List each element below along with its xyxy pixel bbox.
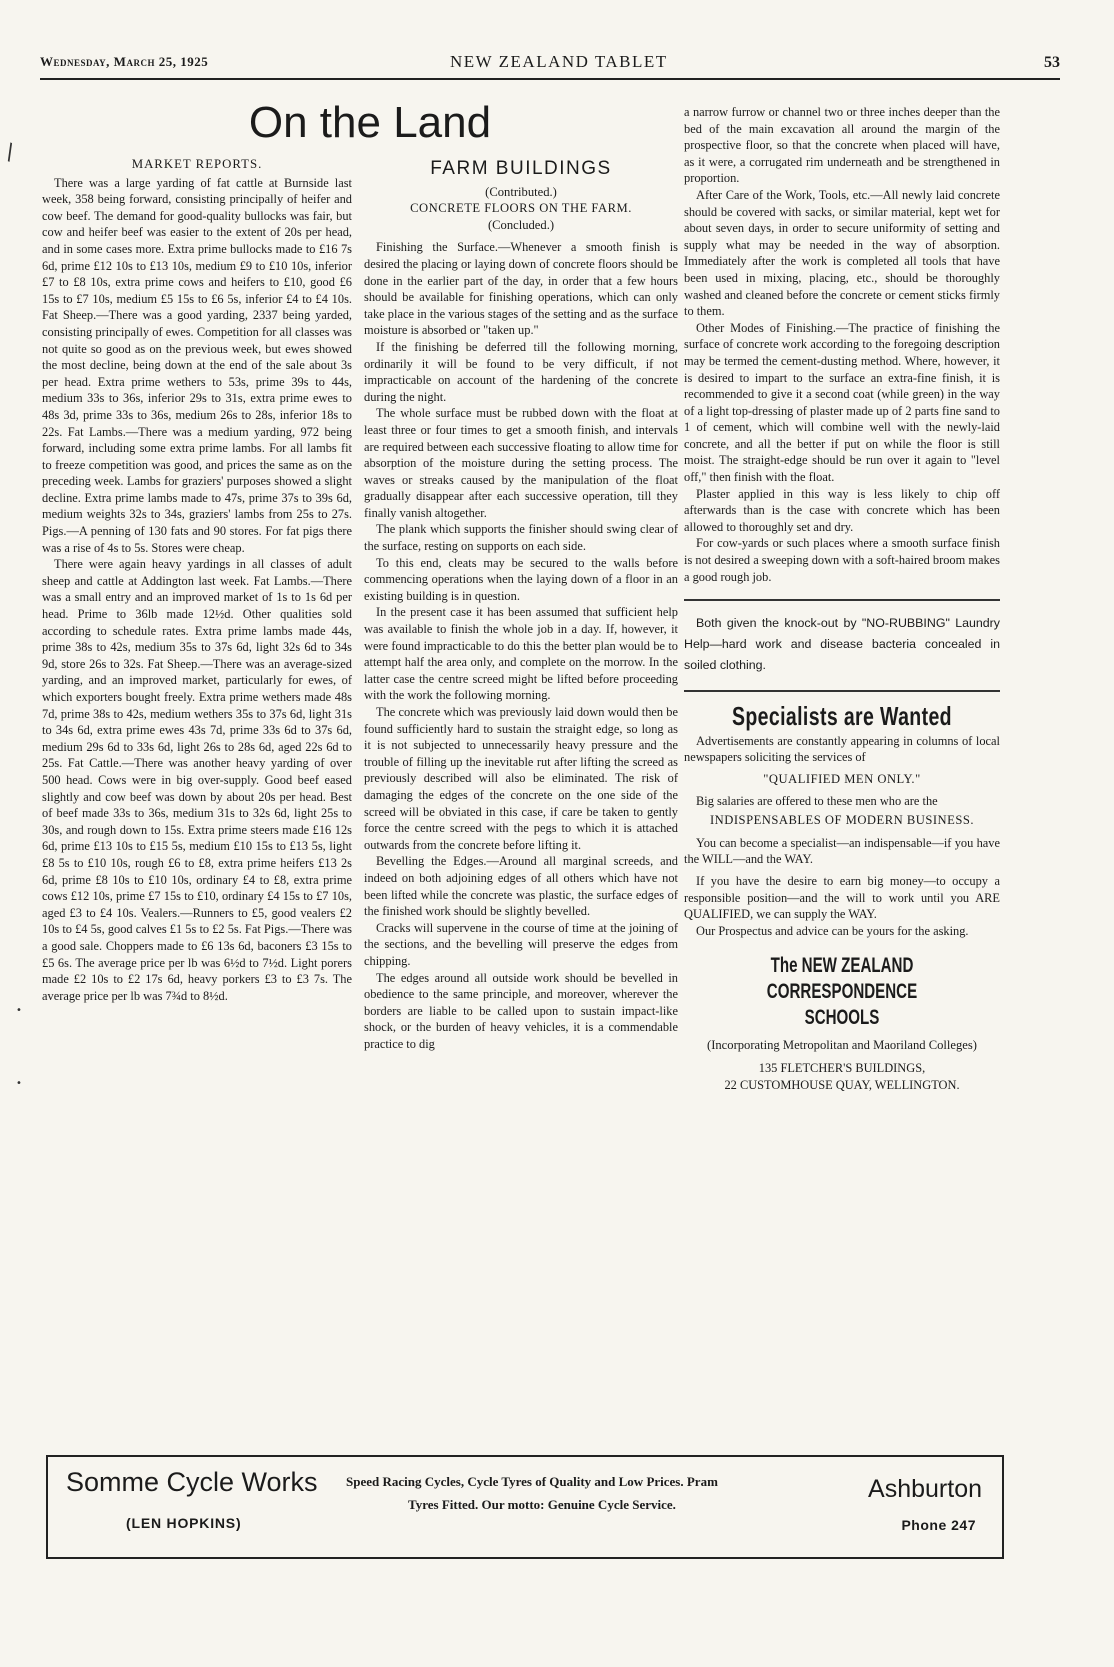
school-name: The NEW ZEALAND CORRESPONDENCE SCHOOLS [766,954,918,1030]
article-note: (Concluded.) [487,217,555,232]
article-paragraph: In the present case it has been assumed that sufficient help was available to finish the whole job in a day. If, however, it were found impracticable to do this the better plan would be to attempt half the area only, and complete on the morrow. In the latter case the centre screed might be lifted before proceeding with the work the following morning. [364,605,678,703]
margin-bullet-mark: • [16,1005,22,1016]
article-paragraph: a narrow furrow or channel two or three inches deeper than the bed of the main excavation all around the margin of the prospective floor, so that the concrete when placed will have, as it were, a corrugated rim underneath and be strengthened in proportion. [684,105,1000,186]
article-paragraph: The concrete which was previously laid down would then be found sufficiently hard to sustain the straight edge, so long as it is not subjected to unnecessarily heavy pressure and the trouble of filling up the inevitable rut after lifting the screed as previously described will also be eliminated. The risk of damaging the edges of the concrete on the one side of the screed will be obviated in this case, if care be taken to gently force the centre screed with the pegs to which it is attached outwards from the concrete before lifting it. [364,705,678,852]
no-rubbing-text: Both given the knock-out by "NO-RUBBING" Laundry Help—hard work and disease bacteria concealed in soiled clothing. [684,616,1000,673]
school-address [684,1060,1000,1094]
section-title: On the Land [248,98,492,147]
ad-paragraph: Our Prospectus and advice can be yours for the asking. [696,923,969,938]
ad-paragraph: You can become a specialist—an indispensable—if you have the WILL—and the WAY. [684,835,1000,867]
correspondence-schools-ad [684,690,1000,1094]
article-paragraph: For cow-yards or such places where a smooth surface finish is not desired a sweeping down with a soft-haired broom makes a good rough job. [684,536,1000,584]
market-reports-heading: MARKET REPORTS. [131,157,263,171]
school-incorporating: (Incorporating Metropolitan and Maoriland Colleges) [707,1038,977,1053]
article-paragraph: The whole surface must be rubbed down with the float at least three or four times to get a smooth finish, and intervals are required between each successive floating to allow time for absorption of the moisture during the setting process. The waves or streaks caused by the manipulation of the float gradually disappear after each successive operation, till they finally vanish altogether. [364,406,678,520]
article-subtitle: CONCRETE FLOORS ON THE FARM. [410,201,632,216]
ad-line-1: Speed Racing Cycles, Cycle Tyres of Quality and Low Prices. Pram [346,1474,718,1489]
article-paragraph: The edges around all outside work should be bevelled in obedience to the same principle, and moreover, wherever the borders are liable to be called upon to sustain impact-like shock, or the burden of heavy vehicles, it is a commendable practice to dig [364,970,678,1051]
article-paragraph: After Care of the Work, Tools, etc.—All newly laid concrete should be covered with sacks, or similar material, kept wet for about seven days, in order to secure uniformity of setting and supply what may be needed in the way of absorption. Immediately after the work is completed all tools that have been used in mixing, placing, etc., should be thoroughly washed and cleaned before the concrete or cement sticks firmly to them. [684,187,1000,319]
business-name: Somme Cycle Works [66,1467,318,1497]
ad-line-2: Tyres Fitted. Our motto: Genuine Cycle Service. [408,1497,676,1512]
ad-paragraph: If you have the desire to earn big money—to occupy a responsible position—and the will to work until you ARE QUALIFIED, we can supply the WAY. [684,873,1000,922]
market-paragraph: There was a large yarding of fat cattle at Burnside last week, 358 being forward, consisting principally of heifer and cow beef. The demand for good-quality bullocks was fair, but cow and heifer beef was easier to the extent of 20s per head, and in some cases more. Extra prime bullocks made to £16 7s 6d, prime £12 10s to £13 10s, medium £9 to £10 10s, inferior £7 to £8 10s, extra prime cows and heifers to £10, good £6 15s to £7 10s, medium £5 15s to £6 5s, inferior £4 to £4 10s. Fat Sheep.—There was a good yarding, 2337 being yarded, consisting principally of ewes. Competition for all classes was not quite so good as on the previous week, but ewes showed the most decline, being down at the end of the sale about 3s per head. Extra prime wethers to 53s, prime 39s to 44s, medium 33s to 36s, inferior 29s to 31s, extra prime ewes to 48s 3d, prime 33s to 36s, medium 26s to 28s, inferior 18s to 22s. Fat Lambs.—There was a medium yarding, 972 being forward, including some extra prime lambs. For all lambs fit to freeze competition was good, and prices the same as on the preceding week. Lambs for graziers' purposes showed a slight decline. Extra prime lambs made to 47s, prime 37s to 39s 6d, medium weights 32s to 34s, graziers' lambs from 25s to 27s. Pigs.—A penning of 130 fats and 90 stores. For fat pigs there was a rise of 4s to 5s. Stores were cheap. [42,175,352,555]
cycle-works-ad [46,1455,1004,1559]
no-rubbing-ad [684,599,1000,676]
publication-title: NEW ZEALAND TABLET [450,52,668,71]
market-reports-column [42,156,352,1004]
town-name: Ashburton [868,1475,982,1503]
article-paragraph: If the finishing be deferred till the following morning, ordinarily it will be found to be very difficult, if not impracticable on account of the hardening of the concrete during the night. [364,339,678,404]
farm-buildings-column [364,157,678,1052]
page-number: 53 [1044,54,1060,71]
ad-quote: "QUALIFIED MEN ONLY." [763,772,921,786]
margin-bullet-mark: • [16,1078,22,1089]
article-paragraph: Cracks will supervene in the course of time at the joining of the sections, and the bevelling will preserve the edges from chipping. [364,920,678,968]
issue-date: Wednesday, March 25, 1925 [40,54,209,69]
article-paragraph: Finishing the Surface.—Whenever a smooth finish is desired the placing or laying down of concrete floors should be done in the earlier part of the day, in order that a few hours should be available for finishing operations, which can only take place in the various stages of the setting and as the surface moisture is absorbed or "taken up." [364,240,678,338]
phone-number: Phone 247 [901,1517,976,1533]
article-paragraph: Other Modes of Finishing.—The practice of finishing the surface of concrete work according to the foregoing description may be termed the cement-dusting method. Where, however, it is desired to impart to the surface an extra-fine finish, it is recommended to give it a second coat (while green) in the way of a light top-dressing of plaster made up of 2 parts fine sand to 1 of cement, which will combine well with the newly-laid concrete, and all the better if put on while the floor is still moist. The straight-edge should be run over it again to "level off," then finish with the float. [684,320,1000,485]
right-column [684,104,1000,1094]
address-line-2: 22 CUSTOMHOUSE QUAY, WELLINGTON. [724,1077,960,1092]
article-paragraph: To this end, cleats may be secured to the walls before commencing operations when the laying down of a floor in an existing building is in question. [364,555,678,603]
byline: (Contributed.) [485,184,557,199]
ad-caps-line: INDISPENSABLES OF MODERN BUSINESS. [709,813,975,828]
margin-pen-mark: \ [1,139,19,166]
market-paragraph: There were again heavy yardings in all classes of adult sheep and cattle at Addington last week. Fat Lambs.—There was a small entry and an improved market of 1s to 1s 6d per head. Prime to 36lb made 12½d. Other qualities sold according to schedule rates. Extra prime lambs made 44s, prime 38s to 42s, medium 35s to 37s 6d, light 32s 6d to 34s 9d, store 26s to 32s. Fat Sheep.—There was an average-sized yarding, and an improved market, particularly for ewes, of which exporters bought freely. Extra prime wethers made 48s 7d, prime 38s to 42s, medium wethers 35s to 37s 6d, light 31s to 34s 6d, extra prime ewes 43s 7d, prime 33s 6d to 37s 6d, medium 29s 6d to 33s 6d, light 26s to 28s 6d, aged 22s 6d to 25s. Fat Cattle.—There was another heavy yarding of over 500 head. Cows were in big over-supply. Good beef eased slightly and cow beef was down by about 20s per head. Best of beef made 33s to 36s, medium 31s to 32s 6d, light 25s to 30s, and rough down to 15s. Extra prime steers made £16 12s 6d, prime £13 10s to £15 5s, medium £10 15s to £13 5s, light £8 5s to £10 10s, rough £6 to £8, extra prime heifers £13 2s 6d, prime £8 10s to £10 10s, ordinary £4 to £8, extra prime cows £12 10s, prime £7 15s to £10, ordinary £4 15s to £7 10s, aged £3 to £4 10s. Vealers.—Runners to £5, good vealers £2 10s to £4 5s, good calves £1 5s to £2 5s. Fat Pigs.—There was a good sale. Choppers made to £6 13s 6d, baconers £3 15s to £5 6s. The average price per lb was 6½d to 7½d. Light porers made £2 10s to £2 17s 6d, heavy porkers £3 to £3 7s. The average price per lb was 7¾d to 8½d. [42,557,352,1003]
ad-paragraph: Advertisements are constantly appearing in columns of local newspapers soliciting the services of [684,733,1000,765]
ad-paragraph: Big salaries are offered to these men who are the [696,793,938,808]
article-paragraph: Plaster applied in this way is less likely to chip off afterwards than is the case with concrete which has been allowed to thoroughly set and dry. [684,486,1000,534]
specialists-heading: Specialists are Wanted [732,701,952,732]
page-header [40,50,1060,80]
owner-name: (LEN HOPKINS) [126,1515,242,1531]
address-line-1: 135 FLETCHER'S BUILDINGS, [758,1060,926,1075]
article-paragraph: Bevelling the Edges.—Around all marginal screeds, and indeed on both adjoining edges of all others which have not been lifted while the concrete was plastic, the surface edges of the finished work should be slightly bevelled. [364,854,678,919]
farm-buildings-title: FARM BUILDINGS [430,158,612,179]
article-paragraph: The plank which supports the finisher should swing clear of the surface, resting on supports on each side. [364,522,678,554]
